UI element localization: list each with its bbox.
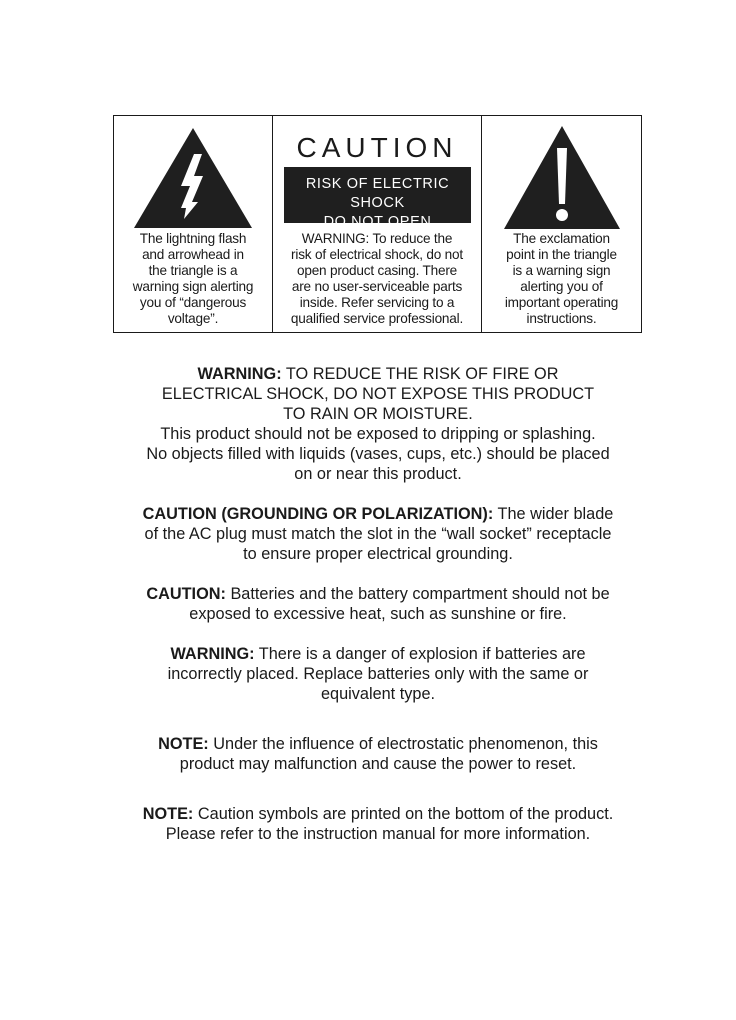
caution-description: WARNING: To reduce the risk of electrical shock, do not open product casing. There are no user-serviceable parts inside. Refer servicing to a qualified service professional. — [290, 231, 464, 326]
safety-symbol-table — [113, 115, 642, 333]
safety-notices — [110, 364, 646, 844]
notice-label: WARNING: — [170, 645, 255, 663]
lightning-description: The lightning flash and arrowhead in the triangle is a warning sign alerting you of “dangerous voltage”. — [132, 231, 254, 326]
battery-heat-caution: CAUTION: Batteries and the battery compartment should not be exposed to excessive heat, such as sunshine or fire. — [146, 585, 610, 623]
notice-label: CAUTION (GROUNDING OR POLARIZATION): — [142, 505, 494, 523]
battery-explosion-warning: WARNING: There is a danger of explosion if batteries are incorrectly placed. Replace batteries only with the same or equivalent type. — [167, 645, 589, 703]
symbols-location-note: NOTE: Caution symbols are printed on the bottom of the product. Please refer to the instruction manual for more information. — [142, 805, 614, 843]
exclamation-cell — [482, 116, 641, 332]
notice-label: NOTE: — [158, 735, 209, 753]
notice-label: NOTE: — [142, 805, 194, 823]
risk-of-shock-label: RISK OF ELECTRIC SHOCK DO NOT OPEN — [284, 167, 471, 223]
caution-title: CAUTION — [296, 132, 458, 163]
lightning-warning-icon — [134, 128, 252, 228]
notice-label: CAUTION: — [146, 585, 226, 603]
lightning-cell — [114, 116, 273, 332]
caution-cell — [273, 116, 482, 332]
exclamation-description: The exclamation point in the triangle is a warning sign alerting you of important operating instructions. — [504, 231, 619, 326]
notice-label: WARNING: — [197, 365, 282, 383]
moisture-warning: WARNING: TO REDUCE THE RISK OF FIRE OR ELECTRICAL SHOCK, DO NOT EXPOSE THIS PRODUCT TO RAIN OR MOISTURE. This product should not be exposed to dripping or splashing. No objects filled with liquids (vases, cups, etc.) should be placed on or near this product. — [146, 365, 610, 483]
exclamation-warning-icon — [504, 126, 620, 229]
grounding-caution: CAUTION (GROUNDING OR POLARIZATION): The wider blade of the AC plug must match the slot in the “wall socket” receptacle to ensure proper electrical grounding. — [142, 505, 614, 563]
electrostatic-note: NOTE: Under the influence of electrostatic phenomenon, this product may malfunction and cause the power to reset. — [158, 735, 598, 773]
